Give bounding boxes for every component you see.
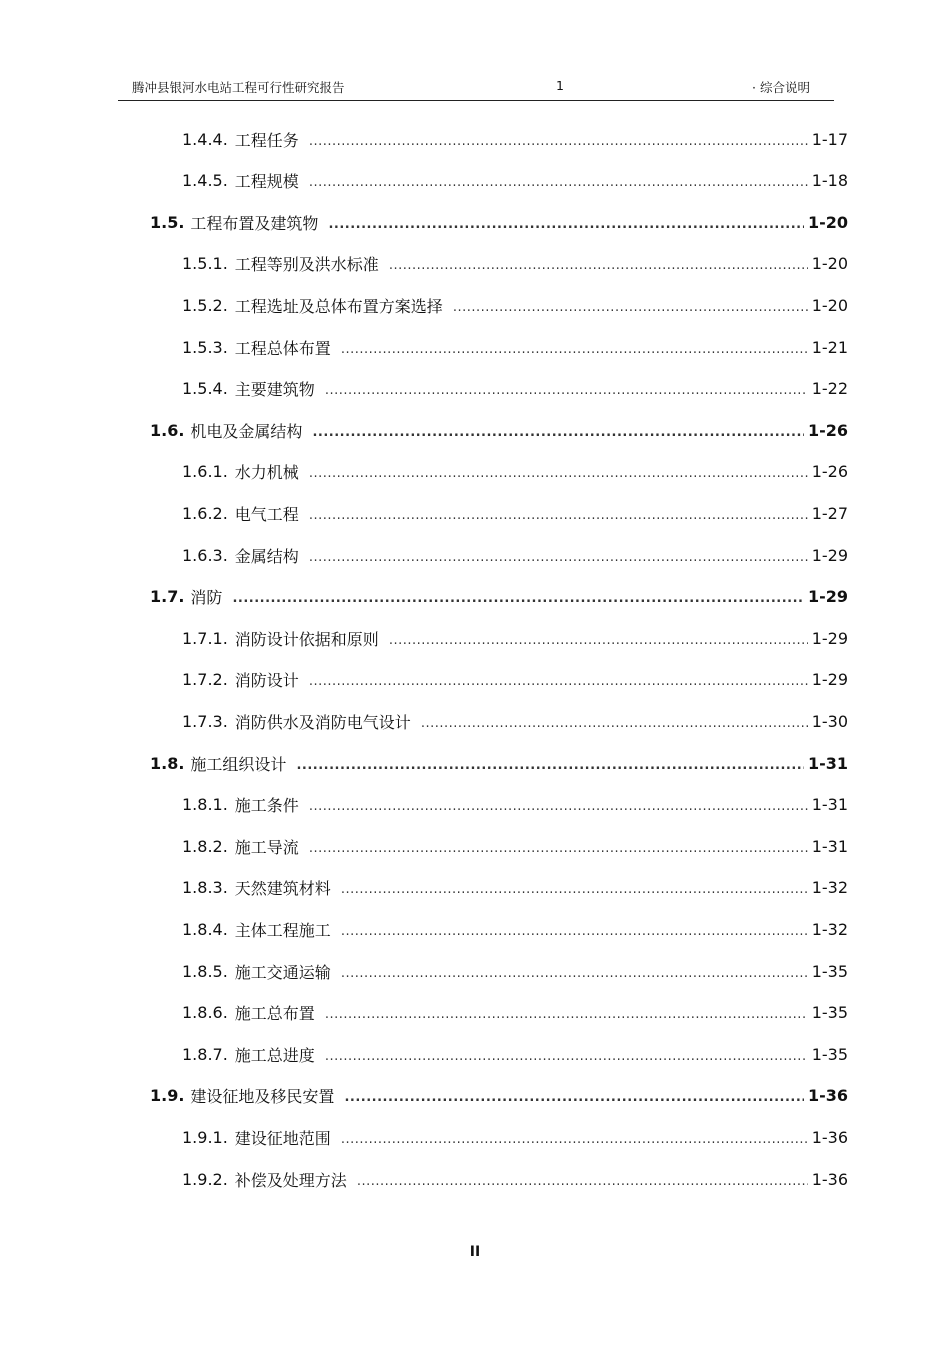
toc-entry[interactable]	[182, 833, 848, 859]
toc-entry-number: 1.5.	[150, 212, 185, 232]
toc-entry[interactable]	[150, 209, 848, 235]
toc-dot-leader	[389, 258, 808, 273]
toc-entry-page: 1-36	[807, 1086, 848, 1106]
toc-entry-page: 1-35	[811, 1003, 848, 1023]
toc-entry[interactable]	[182, 667, 848, 693]
toc-entry[interactable]	[182, 126, 848, 152]
toc-entry-title: 施工导流	[234, 837, 299, 857]
footer-page-label: II	[469, 1244, 481, 1260]
toc-dot-leader	[309, 674, 808, 689]
toc-entry[interactable]	[182, 875, 848, 901]
toc-entry-number: 1.8.4.	[182, 919, 228, 939]
toc-dot-leader	[309, 466, 808, 481]
toc-entry-number: 1.8.6.	[182, 1003, 228, 1023]
toc-entry[interactable]	[150, 1083, 848, 1109]
toc-dot-leader	[309, 508, 808, 523]
toc-entry-number: 1.5.3.	[182, 337, 228, 357]
toc-entry-page: 1-31	[811, 795, 848, 815]
toc-dot-leader	[341, 342, 808, 357]
toc-entry-title: 主要建筑物	[234, 380, 315, 400]
toc-entry-title: 工程选址及总体布置方案选择	[234, 296, 443, 316]
toc-entry[interactable]	[182, 542, 848, 568]
toc-entry[interactable]	[182, 1166, 848, 1192]
toc-entry-number: 1.8.	[150, 753, 185, 773]
header-section: · 综合说明	[752, 80, 810, 95]
toc-entry-number: 1.6.2.	[182, 503, 228, 523]
toc-entry[interactable]	[182, 376, 848, 402]
toc-entry-number: 1.4.4.	[182, 129, 228, 149]
toc-dot-leader	[309, 799, 808, 814]
toc-entry-page: 1-22	[811, 379, 848, 399]
toc-dot-leader	[309, 841, 808, 856]
toc-entry-number: 1.8.2.	[182, 836, 228, 856]
toc-dot-leader	[325, 1049, 808, 1064]
toc-entry-number: 1.9.	[150, 1086, 185, 1106]
toc-entry-title: 建设征地范围	[234, 1128, 331, 1148]
toc-entry-page: 1-31	[811, 836, 848, 856]
toc-dot-leader	[341, 966, 808, 981]
toc-entry[interactable]	[182, 958, 848, 984]
toc-entry-number: 1.5.4.	[182, 379, 228, 399]
toc-dot-leader	[341, 924, 808, 939]
toc-dot-leader	[325, 383, 808, 398]
toc-entry[interactable]	[150, 584, 848, 610]
toc-entry[interactable]	[182, 625, 848, 651]
page-footer	[0, 1244, 950, 1260]
toc-entry-number: 1.8.3.	[182, 878, 228, 898]
toc-entry-title: 金属结构	[234, 546, 299, 566]
toc-entry-title: 工程布置及建筑物	[190, 213, 319, 233]
toc-entry-title: 消防设计	[234, 671, 299, 691]
toc-entry-number: 1.7.2.	[182, 670, 228, 690]
header-page-number: 1	[556, 78, 564, 93]
toc-entry-page: 1-29	[811, 628, 848, 648]
toc-dot-leader	[309, 550, 808, 565]
toc-dot-leader	[325, 1007, 808, 1022]
toc-entry[interactable]	[182, 292, 848, 318]
toc-entry-page: 1-27	[811, 503, 848, 523]
toc-entry-number: 1.5.1.	[182, 254, 228, 274]
toc-entry-number: 1.7.3.	[182, 711, 228, 731]
toc-entry-number: 1.5.2.	[182, 295, 228, 315]
toc-entry-page: 1-18	[811, 171, 848, 191]
toc-entry-page: 1-29	[807, 587, 848, 607]
toc-entry[interactable]	[182, 708, 848, 734]
toc-entry[interactable]	[150, 417, 848, 443]
toc-entry-title: 补偿及处理方法	[234, 1170, 347, 1190]
toc-entry-number: 1.8.7.	[182, 1044, 228, 1064]
toc-entry-number: 1.8.5.	[182, 961, 228, 981]
toc-entry-number: 1.6.1.	[182, 462, 228, 482]
toc-entry-number: 1.4.5.	[182, 171, 228, 191]
toc-dot-leader	[453, 300, 808, 315]
toc-entry-title: 工程规模	[234, 172, 299, 192]
toc-entry[interactable]	[182, 1124, 848, 1150]
toc-entry-title: 工程任务	[234, 130, 299, 150]
toc-entry-page: 1-30	[811, 711, 848, 731]
toc-entry-title: 施工交通运输	[234, 962, 331, 982]
toc-entry-page: 1-35	[811, 1044, 848, 1064]
toc-entry[interactable]	[182, 1000, 848, 1026]
toc-entry-page: 1-36	[811, 1127, 848, 1147]
toc-entry[interactable]	[182, 168, 848, 194]
toc-entry[interactable]	[182, 459, 848, 485]
toc-entry-title: 工程等别及洪水标准	[234, 255, 379, 275]
toc-dot-leader	[309, 175, 808, 190]
toc-entry[interactable]	[150, 750, 848, 776]
toc-entry[interactable]	[182, 1041, 848, 1067]
toc-entry[interactable]	[182, 334, 848, 360]
toc-entry-page: 1-26	[811, 462, 848, 482]
toc-entry-page: 1-35	[811, 961, 848, 981]
toc-entry-title: 建设征地及移民安置	[190, 1087, 335, 1107]
toc-entry-page: 1-20	[807, 212, 848, 232]
toc-entry-number: 1.9.1.	[182, 1127, 228, 1147]
toc-entry-title: 主体工程施工	[234, 920, 331, 940]
toc-dot-leader	[421, 716, 808, 731]
toc-entry-title: 施工组织设计	[190, 754, 287, 774]
toc-entry-page: 1-26	[807, 420, 848, 440]
toc-entry-page: 1-29	[811, 545, 848, 565]
toc-dot-leader	[296, 758, 804, 773]
toc-entry-title: 电气工程	[234, 504, 299, 524]
toc-dot-leader	[357, 1174, 808, 1189]
toc-entry-page: 1-32	[811, 878, 848, 898]
toc-entry-number: 1.6.	[150, 420, 185, 440]
toc-dot-leader	[309, 134, 808, 149]
toc-entry-title: 消防	[190, 588, 223, 608]
toc-entry-title: 消防设计依据和原则	[234, 629, 379, 649]
toc-dot-leader	[232, 591, 804, 606]
toc-entry-title: 水力机械	[234, 463, 299, 483]
report-title: 腾冲县银河水电站工程可行性研究报告	[132, 80, 345, 95]
toc-entry[interactable]	[182, 500, 848, 526]
toc-dot-leader	[341, 882, 808, 897]
page-header	[118, 78, 834, 101]
toc-dot-leader	[389, 633, 808, 648]
toc-entry-number: 1.7.	[150, 587, 185, 607]
toc-entry[interactable]	[182, 916, 848, 942]
toc-dot-leader	[341, 1132, 808, 1147]
toc-entry-page: 1-32	[811, 919, 848, 939]
toc-entry-page: 1-21	[811, 337, 848, 357]
toc-entry-title: 工程总体布置	[234, 338, 331, 358]
toc-entry-number: 1.6.3.	[182, 545, 228, 565]
toc-entry-page: 1-29	[811, 670, 848, 690]
toc-entry-title: 机电及金属结构	[190, 421, 303, 441]
toc-entry-page: 1-36	[811, 1169, 848, 1189]
toc-dot-leader	[312, 425, 804, 440]
toc-entry-title: 施工总布置	[234, 1004, 315, 1024]
toc-entry[interactable]	[182, 792, 848, 818]
toc-dot-leader	[328, 217, 804, 232]
toc-entry-title: 天然建筑材料	[234, 879, 331, 899]
toc-entry-page: 1-20	[811, 295, 848, 315]
toc-entry-title: 消防供水及消防电气设计	[234, 712, 411, 732]
toc-entry[interactable]	[182, 251, 848, 277]
toc-dot-leader	[344, 1090, 804, 1105]
toc-entry-number: 1.7.1.	[182, 628, 228, 648]
toc-entry-title: 施工总进度	[234, 1045, 315, 1065]
toc-entry-title: 施工条件	[234, 796, 299, 816]
toc-entry-number: 1.9.2.	[182, 1169, 228, 1189]
toc-entry-page: 1-17	[811, 129, 848, 149]
toc-entry-page: 1-31	[807, 753, 848, 773]
toc-entry-page: 1-20	[811, 254, 848, 274]
toc-entry-number: 1.8.1.	[182, 795, 228, 815]
